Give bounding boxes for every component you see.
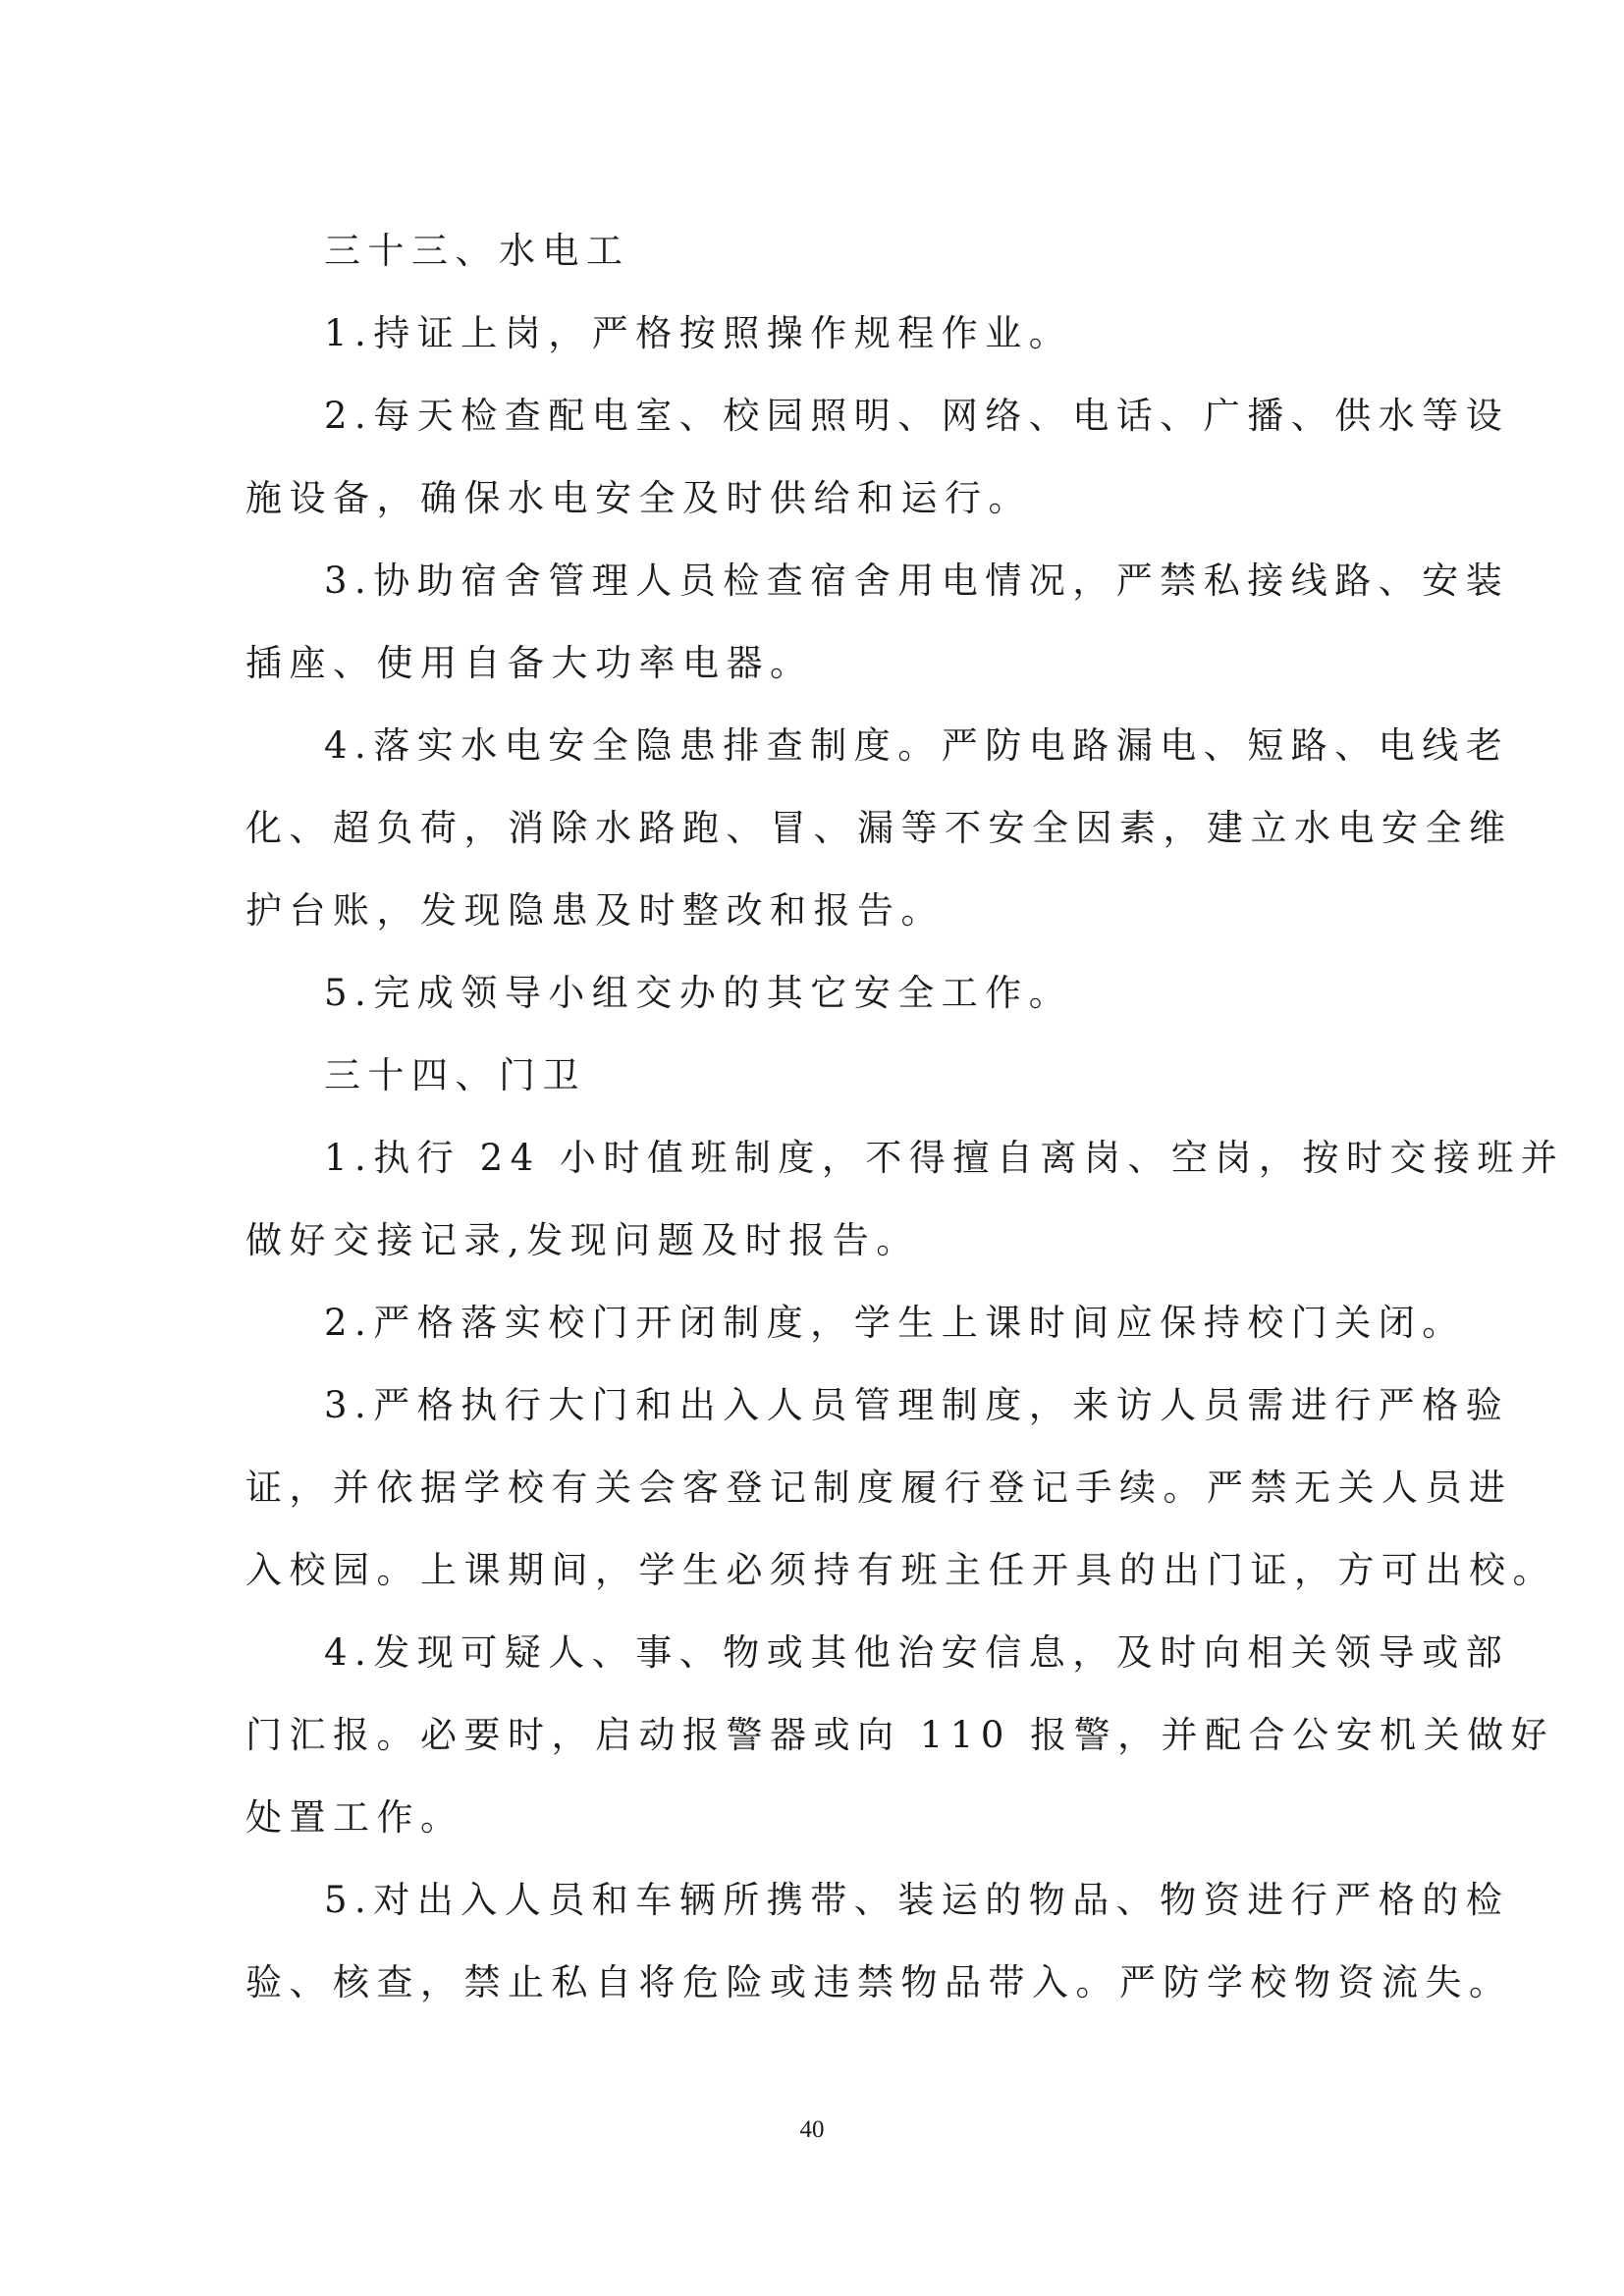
- paragraph-line: 处置工作。: [245, 1796, 464, 1839]
- paragraph-line: 5.完成领导小组交办的其它安全工作。: [324, 972, 1073, 1014]
- paragraph-line: 5.对出入人员和车辆所携带、装运的物品、物资进行严格的检: [324, 1879, 1510, 1921]
- section-heading: 三十三、水电工: [324, 230, 630, 272]
- paragraph-line: 3.协助宿舍管理人员检查宿舍用电情况，严禁私接线路、安装: [324, 560, 1510, 602]
- paragraph-line: 1.执行 24 小时值班制度，不得擅自离岗、空岗，按时交接班并: [324, 1137, 1565, 1179]
- paragraph-line: 入校园。上课期间，学生必须持有班主任开具的出门证，方可出校。: [245, 1549, 1556, 1591]
- paragraph-line: 2.每天检查配电室、校园照明、网络、电话、广播、供水等设: [324, 395, 1510, 437]
- paragraph-line: 施设备，确保水电安全及时供给和运行。: [245, 477, 1032, 519]
- paragraph-line: 化、超负荷，消除水路跑、冒、漏等不安全因素，建立水电安全维: [245, 807, 1513, 849]
- section-heading: 三十四、门卫: [324, 1054, 586, 1096]
- paragraph-line: 插座、使用自备大功率电器。: [245, 642, 814, 684]
- paragraph-line: 1.持证上岗，严格按照操作规程作业。: [324, 312, 1073, 354]
- paragraph-line: 证，并依据学校有关会客登记制度履行登记手续。严禁无关人员进: [245, 1467, 1513, 1509]
- paragraph-line: 做好交接记录,发现问题及时报告。: [245, 1219, 920, 1261]
- paragraph-line: 3.严格执行大门和出入人员管理制度，来访人员需进行严格验: [324, 1384, 1510, 1426]
- page-number: 40: [799, 2116, 825, 2143]
- paragraph-line: 4.落实水电安全隐患排查制度。严防电路漏电、短路、电线老: [324, 724, 1510, 767]
- paragraph-line: 护台账，发现隐患及时整改和报告。: [245, 889, 945, 932]
- paragraph-line: 门汇报。必要时，启动报警器或向 110 报警，并配合公安机关做好: [245, 1714, 1555, 1756]
- paragraph-line: 2.严格落实校门开闭制度，学生上课时间应保持校门关闭。: [324, 1302, 1466, 1344]
- paragraph-line: 验、核查，禁止私自将危险或违禁物品带入。严防学校物资流失。: [245, 1961, 1513, 2003]
- paragraph-line: 4.发现可疑人、事、物或其他治安信息，及时向相关领导或部: [324, 1631, 1510, 1674]
